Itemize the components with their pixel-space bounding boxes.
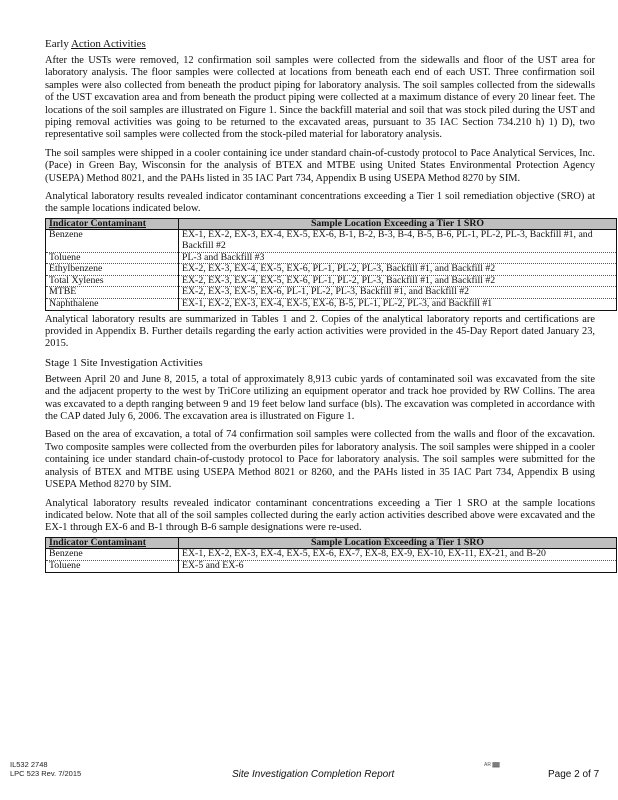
column-header: Indicator Contaminant xyxy=(46,218,179,230)
form-id: IL532 2748 xyxy=(10,760,48,769)
report-title: Site Investigation Completion Report xyxy=(232,769,395,780)
table-row xyxy=(46,549,617,561)
table-cell: Toluene xyxy=(46,252,179,264)
paragraph: Analytical laboratory results revealed indicator contaminant concentrations exceeding a Tier 1 SRO at the sample locations indicated below. Note that all of the soil samples collected during the early action activities described above were excavated and the EX-1 through EX-6 and B-1 through B-6 sample designations were re-used. xyxy=(45,497,595,534)
form-revision: LPC 523 Rev. 7/2015 xyxy=(10,769,82,778)
paragraph: Between April 20 and June 8, 2015, a total of approximately 8,913 cubic yards of contaminated soil was excavated from the site and the adjacent property to the west by TriCore utilizing an equipment operator and track hoe provided by RW Collins. The area was excavated to a depth ranging between 9 and 19 feet below land surface (bls). The excavation was completed in accordance with the CAP dated July 6, 2006. The excavation area is illustrated on Figure 1. xyxy=(45,373,595,423)
table-row xyxy=(46,560,617,572)
table-row xyxy=(46,264,617,276)
table-cell: EX-2, EX-3, EX-4, EX-5, EX-6, PL-1, PL-2, PL-3, Backfill #1, and Backfill #2 xyxy=(179,275,617,287)
table-header-row xyxy=(46,218,617,230)
initials-mark: AR ▓▓ xyxy=(484,762,500,768)
table-cell: EX-2, EX-3, EX-5, EX-6, PL-1, PL-2, PL-3, Backfill #1, and Backfill #2 xyxy=(179,287,617,299)
table-cell: Naphthalene xyxy=(46,299,179,311)
sro-exceedance-table-early-action xyxy=(45,218,617,311)
heading-underlined: Action Activities xyxy=(70,38,146,50)
paragraph: After the USTs were removed, 12 confirmation soil samples were collected from the sidewalls and floor of the UST area for laboratory analysis. The floor samples were collected at locations from beneath each end of each UST. Three confirmation soil samples were also collected from beneath the product piping for laboratory analysis. The soil samples collected from the sidewalls of the UST excavation area and from beneath the product piping were collected at a maximum distance of every 20 linear feet. The locations of the soil samples are illustrated on Figure 1. Since the backfill material and soil that was stock piled during the UST and piping removal activities was going to be returned to the excavated areas, pursuant to 35 IAC Section 734.210 h) 1) D), two representative soil samples were collected from the stock-piled material for laboratory analysis. xyxy=(45,55,595,141)
table-row xyxy=(46,287,617,299)
table-cell: EX-2, EX-3, EX-4, EX-5, EX-6, PL-1, PL-2, PL-3, Backfill #1, and Backfill #2 xyxy=(179,264,617,276)
table-cell: EX-1, EX-2, EX-3, EX-4, EX-5, EX-6, EX-7, EX-8, EX-9, EX-10, EX-11, EX-21, and B-20 xyxy=(179,549,617,561)
table-row xyxy=(46,299,617,311)
table-cell: Ethylbenzene xyxy=(46,264,179,276)
table-cell: Toluene xyxy=(46,560,179,572)
table-row xyxy=(46,252,617,264)
table-cell: PL-3 and Backfill #3 xyxy=(179,252,617,264)
sro-exceedance-table-stage1 xyxy=(45,537,617,573)
column-header: Indicator Contaminant xyxy=(46,537,179,549)
form-identifiers xyxy=(10,760,81,778)
paragraph: Analytical laboratory results revealed indicator contaminant concentrations exceeding a Tier 1 soil remediation objective (SRO) at the sample locations indicated below. xyxy=(45,191,595,215)
table-cell: Benzene xyxy=(46,549,179,561)
table-row xyxy=(46,230,617,252)
paragraph: The soil samples were shipped in a cooler containing ice under standard chain-of-custody protocol to Pace Analytical Services, Inc. (Pace) in Green Bay, Wisconsin for the analysis of BTEX and MTBE using United States Environmental Protection Agency (USEPA) Method 8021, and the PAHs listed in 35 IAC Part 734, Appendix B using USEPA Method 8270 by SIM. xyxy=(45,147,595,184)
table-cell: Total Xylenes xyxy=(46,275,179,287)
table-row xyxy=(46,275,617,287)
column-header: Sample Location Exceeding a Tier 1 SRO xyxy=(179,218,617,230)
paragraph: Analytical laboratory results are summarized in Tables 1 and 2. Copies of the analytical laboratory reports and certifications are provided in Appendix B. Further details regarding the early action activities were provided in the 45-Day Report dated January 23, 2015. xyxy=(45,313,595,350)
table-cell: Benzene xyxy=(46,230,179,252)
document-body xyxy=(45,38,595,576)
table-cell: EX-1, EX-2, EX-3, EX-4, EX-5, EX-6, B-5, PL-1, PL-2, PL-3, and Backfill #1 xyxy=(179,299,617,311)
column-header: Sample Location Exceeding a Tier 1 SRO xyxy=(179,537,617,549)
section-heading-stage1: Stage 1 Site Investigation Activities xyxy=(45,356,203,369)
paragraph: Based on the area of excavation, a total of 74 confirmation soil samples were collected from the walls and floor of the excavation. Two composite samples were collected from the overburden piles for laboratory analysis. The soil samples were shipped in a cooler containing ice under standard chain-of-custody protocol to Pace for laboratory analysis. The soil samples were submitted for the analysis of BTEX and MTBE using USEPA Method 8021 or 8260, and the PAHs listed in 35 IAC Part 734, Appendix B using USEPA Method 8270 by SIM. xyxy=(45,429,595,491)
table-cell: MTBE xyxy=(46,287,179,299)
table-cell: EX-1, EX-2, EX-3, EX-4, EX-5, EX-6, B-1, B-2, B-3, B-4, B-5, B-6, PL-1, PL-2, PL-3, Backfill #1, and Backfill #2 xyxy=(179,230,617,252)
section-heading-early-action xyxy=(45,38,595,51)
table-header-row xyxy=(46,537,617,549)
page-footer xyxy=(0,760,618,800)
table-cell: EX-5 and EX-6 xyxy=(179,560,617,572)
page-number: Page 2 of 7 xyxy=(548,769,600,780)
heading-pre: Early xyxy=(45,38,71,50)
